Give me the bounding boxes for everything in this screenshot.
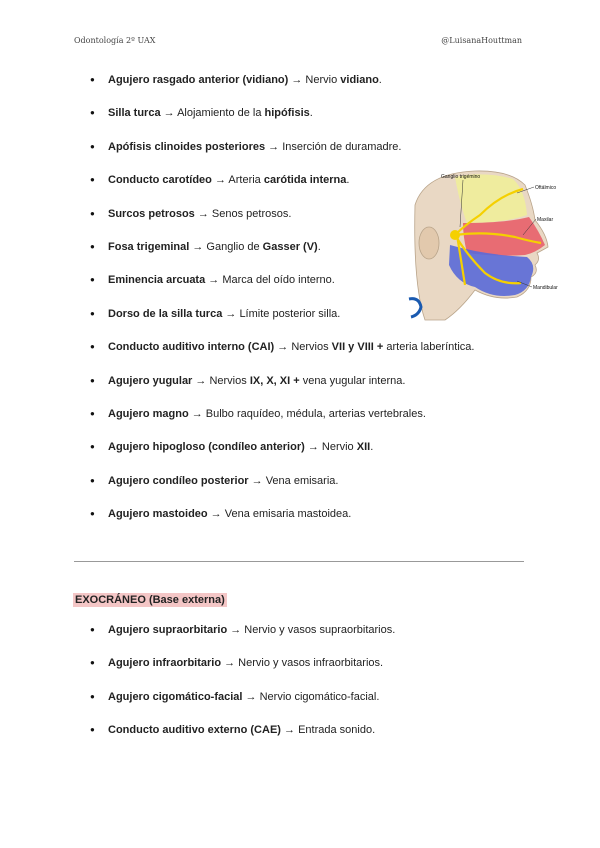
item-term: Agujero magno (108, 407, 189, 420)
item-term: Agujero cigomático-facial (108, 690, 243, 703)
header-left: Odontología 2º UAX (74, 36, 156, 45)
item-term: Eminencia arcuata (108, 274, 206, 287)
item-description: → Ganglio de (189, 240, 263, 253)
list-item (90, 407, 474, 440)
item-description-end: . (370, 441, 374, 454)
item-description: → Marca del oído interno. (205, 274, 335, 287)
item-description: → Nervio (304, 441, 357, 454)
item-description: → Nervio cigomático-facial. (242, 690, 380, 703)
trigeminal-nerve-figure (405, 165, 565, 325)
item-description-bold: vidiano (340, 74, 379, 86)
item-description: → Nervios (274, 341, 332, 354)
list-item (90, 340, 474, 373)
item-description: → Nervio (288, 74, 341, 86)
list-item (90, 623, 395, 656)
item-description-bold: IX, X, XI + (249, 374, 300, 387)
item-description: → Vena emisaria mastoidea. (207, 508, 352, 521)
item-description-bold: Gasser (V) (262, 240, 318, 253)
list-item (90, 723, 395, 756)
item-description: → Nervio y vasos infraorbitarios. (221, 657, 384, 670)
item-term: Conducto carotídeo (108, 174, 212, 187)
item-term: Conducto auditivo interno (CAI) (108, 341, 275, 354)
list-item (90, 374, 474, 407)
item-description-end: . (309, 107, 313, 120)
item-term: Fosa trigeminal (108, 240, 190, 253)
label-oftalmic: Oftálmico (535, 185, 557, 191)
item-description-bold: VII y VIII + (331, 341, 384, 354)
item-description-bold: carótida interna (263, 174, 347, 187)
item-term: Agujero condíleo posterior (108, 474, 249, 487)
item-description-bold: XII (356, 441, 371, 454)
section-title: EXOCRÁNEO (Base externa) (75, 594, 225, 606)
item-term: Silla turca (108, 107, 161, 120)
section-divider (74, 561, 524, 562)
list-item (90, 690, 395, 723)
label-maxilar: Maxilar (537, 217, 554, 223)
item-term: Agujero hipogloso (condíleo anterior) (108, 441, 305, 454)
item-description: → Nervios (192, 374, 250, 387)
item-description-end: . (317, 240, 321, 253)
item-description-end: arteria laberíntica. (383, 341, 475, 354)
list-item (90, 73, 474, 106)
curved-arrow-icon (409, 299, 421, 317)
exocraneo-list (90, 623, 395, 757)
item-term: Agujero mastoideo (108, 508, 208, 521)
item-description: → Senos petrosos. (194, 207, 292, 220)
header-right: @LuisanaHouttman (441, 36, 522, 45)
item-term: Agujero infraorbitario (108, 657, 222, 670)
item-description-end: vena yugular interna. (299, 374, 406, 387)
list-item (90, 106, 474, 139)
item-term: Agujero rasgado anterior (vidiano) (108, 74, 289, 86)
item-term: Agujero yugular (108, 374, 193, 387)
item-term: Dorso de la silla turca (108, 307, 223, 320)
item-term: Apófisis clinoides posteriores (108, 140, 266, 153)
list-item (90, 440, 474, 473)
item-description: → Nervio y vasos supraorbitarios. (227, 624, 396, 636)
item-description-end: . (378, 74, 382, 86)
trigeminal-ganglion-dot (450, 230, 460, 240)
item-description: → Límite posterior silla. (222, 307, 341, 320)
ear (419, 227, 439, 259)
item-description: → Bulbo raquídeo, médula, arterias vertebrales. (188, 407, 426, 420)
trigeminal-diagram (405, 165, 565, 325)
item-description: → Inserción de duramadre. (265, 140, 402, 153)
list-item (90, 656, 395, 689)
label-ganglion: Ganglio trigémino (441, 174, 481, 180)
item-term: Surcos petrosos (108, 207, 195, 220)
item-description-bold: hipófisis (264, 107, 310, 120)
item-description: → Alojamiento de la (160, 107, 265, 120)
list-item (90, 474, 474, 507)
item-description-end: . (346, 174, 350, 187)
list-item (90, 507, 474, 540)
label-mandibular: Mandibular (533, 285, 558, 291)
item-term: Agujero supraorbitario (108, 624, 228, 636)
item-description: → Arteria (211, 174, 264, 187)
item-description: → Entrada sonido. (280, 724, 376, 737)
item-description: → Vena emisaria. (248, 474, 339, 487)
item-term: Conducto auditivo externo (CAE) (108, 724, 281, 737)
